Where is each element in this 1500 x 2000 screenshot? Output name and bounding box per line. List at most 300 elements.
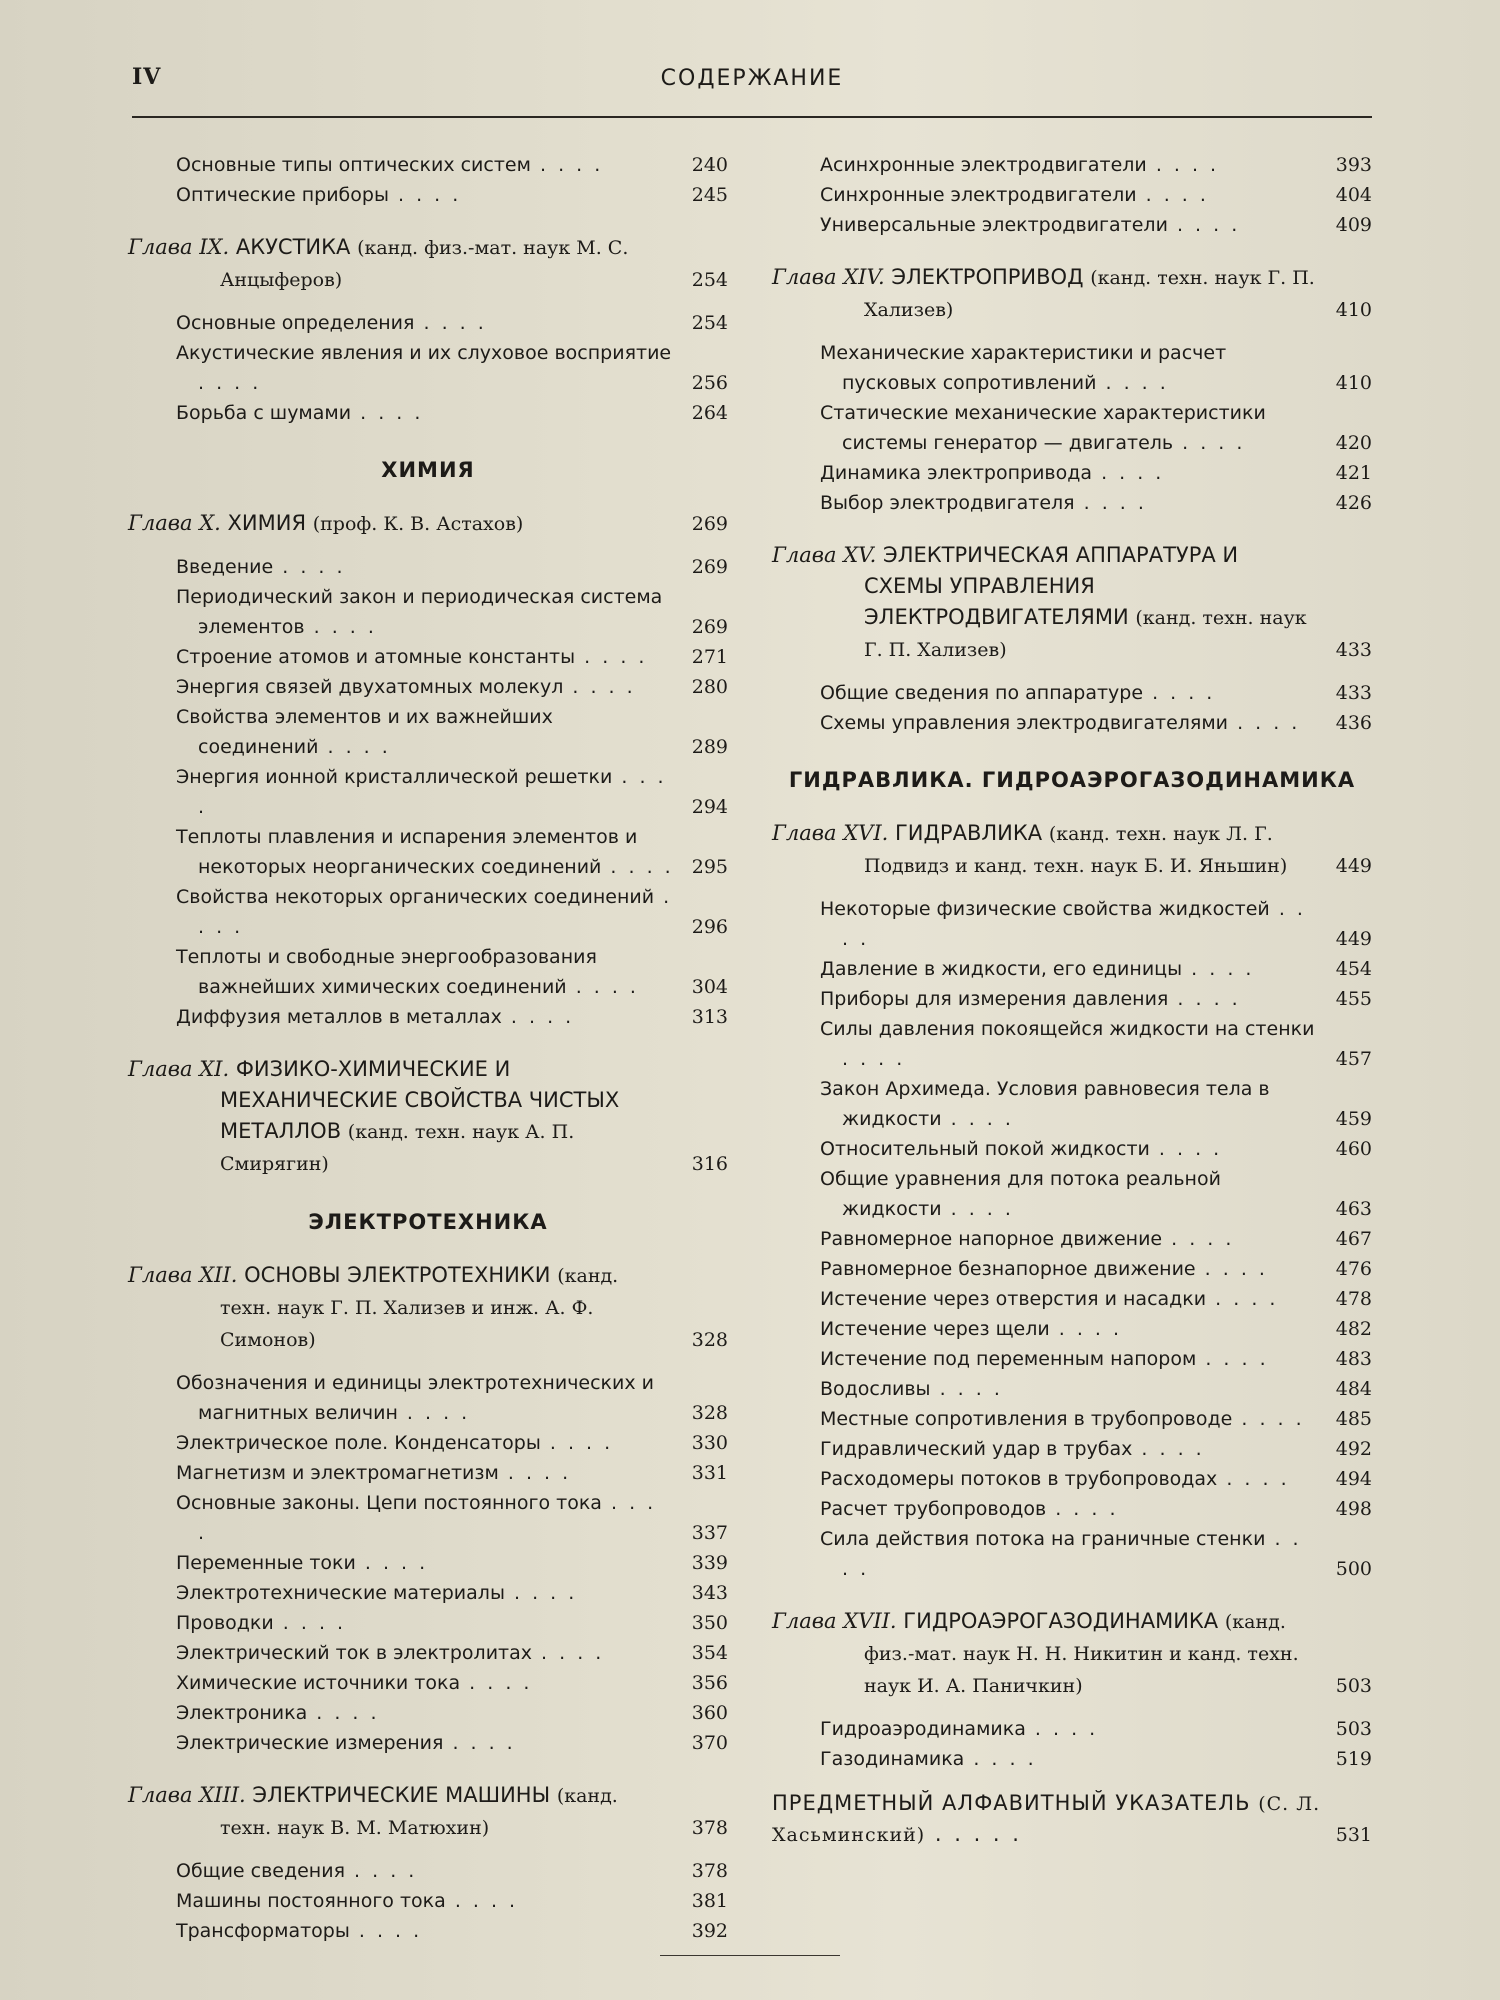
entry-page-number: 455 [1335,988,1372,1010]
entry-page-number: 245 [691,184,728,206]
leader-dots: . . . . [443,1732,516,1754]
entry-page-number: 494 [1335,1468,1372,1490]
leader-dots: . . . . [1173,432,1246,454]
entry-page-number: 331 [691,1462,728,1484]
entry-page-number: 269 [691,556,728,578]
leader-dots: . . . . [498,1462,572,1484]
toc-entry [128,642,728,672]
entry-page-number: 449 [1335,928,1372,950]
leader-dots: . . . . [397,1402,471,1424]
chapter-label: Глава IX. [128,235,230,259]
chapter-text [128,508,680,540]
entry-page-number: 436 [1335,712,1372,734]
chapter-page-number: 254 [691,269,728,291]
toc-entry [772,150,1372,180]
chapter-page-number: 433 [1335,639,1372,661]
chapter-label: Глава XIV. [772,265,885,289]
entry-page-number: 500 [1335,1558,1372,1580]
toc-entry [772,1744,1372,1774]
toc-entry [772,210,1372,240]
toc-entry [772,398,1372,458]
leader-dots: . . . . [1182,958,1255,980]
entry-page-number: 460 [1335,1138,1372,1160]
entry-page-number: 482 [1335,1318,1372,1340]
toc-entry-text [176,150,680,180]
toc-entry [772,1014,1372,1074]
toc-entry [772,1224,1372,1254]
entry-title: Переменные токи [176,1552,356,1574]
toc-entry [772,678,1372,708]
entry-page-number: 433 [1335,682,1372,704]
leader-dots: . . . . [563,676,636,698]
toc-entry [772,1714,1372,1744]
entry-page-number: 370 [691,1732,728,1754]
toc-entry-text [176,1458,680,1488]
chapter-author: (проф. К. В. Астахов) [312,513,524,535]
chapter-row [128,1054,728,1180]
entry-title: Динамика электропривода [820,462,1093,484]
entry-page-number: 478 [1335,1288,1372,1310]
chapter-text [772,262,1324,326]
leader-dots: . . . . [460,1672,533,1694]
toc-entry [772,180,1372,210]
toc-entry [128,552,728,582]
chapter-text [128,1780,680,1844]
toc-left-column [128,150,728,1946]
leader-dots: . . . . [1146,154,1220,176]
leader-dots: . . . . [388,184,462,206]
leader-dots: . . . . [307,1702,380,1724]
toc-entry [128,1638,728,1668]
chapter-text [772,818,1324,882]
leader-dots: . . . . [842,1048,906,1070]
toc-entry [772,1434,1372,1464]
entry-title: Некоторые физические свойства жидкостей [820,898,1270,920]
toc-entry-text [820,1284,1324,1314]
leader-dots: . . . . [504,1582,578,1604]
toc-entry-text [820,398,1324,458]
toc-entry-text [176,180,680,210]
toc-entry [772,1404,1372,1434]
chapter-row [772,1606,1372,1702]
leader-dots: . . . . [304,616,377,638]
entry-page-number: 254 [691,312,728,334]
entry-title: Газодинамика [820,1748,965,1770]
toc-entry [128,1668,728,1698]
leader-dots: . . . . [349,1920,423,1942]
chapter-text [128,1260,680,1356]
header-rule [132,116,1372,118]
toc-entry-text [820,210,1324,240]
chapter-entry [772,818,1372,882]
chapter-row [128,1780,728,1844]
chapter-label: Глава XI. [128,1057,230,1081]
chapter-label: Глава XVI. [772,821,889,845]
entry-page-number: 280 [691,676,728,698]
leader-dots: . . . . [1049,1318,1123,1340]
entry-page-number: 264 [691,402,728,424]
toc-entry-text [820,1344,1324,1374]
toc-entry [128,150,728,180]
entry-title: Основные типы оптических систем [176,154,531,176]
entry-title: Статические механические характеристики системы генератор — двигатель [820,402,1266,454]
entry-page-number: 476 [1335,1258,1372,1280]
entry-title: Общие сведения [176,1860,346,1882]
toc-entry [128,1856,728,1886]
entry-title: Относительный покой жидкости [820,1138,1150,1160]
toc-entry-text [176,1668,680,1698]
chapter-row [772,540,1372,666]
chapter-title: ЭЛЕКТРИЧЕСКИЕ МАШИНЫ [252,1783,551,1807]
chapter-author: (канд. техн. наук А. П. Смирягин) [220,1121,575,1175]
entry-title: Теплоты и свободные энергообразования важнейших химических соединений [176,946,597,998]
entry-title: Оптические приборы [176,184,389,206]
entry-title: Расходомеры потоков в трубопроводах [820,1468,1218,1490]
leader-dots: . . . . [930,1378,1003,1400]
entry-title: Магнетизм и электромагнетизм [176,1462,499,1484]
toc-entry-text [820,1014,1324,1074]
toc-entry-text [820,458,1324,488]
entry-title: Асинхронные электродвигатели [820,154,1147,176]
entry-title: Теплоты плавления и испарения элементов и некоторых неорганических соединений [176,826,638,878]
footer-rule [660,1955,840,1956]
toc-entry-text [820,488,1324,518]
toc-entry [772,458,1372,488]
entry-title: Проводки [176,1612,274,1634]
chapter-label: Глава XIII. [128,1783,246,1807]
entry-page-number: 378 [691,1860,728,1882]
entry-page-number: 463 [1335,1198,1372,1220]
entry-title: Свойства элементов и их важнейших соединений [176,706,553,758]
toc-entry-text [820,1494,1324,1524]
chapter-label: Глава XII. [128,1263,238,1287]
entry-title: Энергия ионной кристаллической решетки [176,766,613,788]
toc-entry [128,338,728,398]
toc-entry [772,338,1372,398]
leader-dots: . . . . [530,154,604,176]
entry-title: Трансформаторы [176,1920,350,1942]
entry-page-number: 519 [1335,1748,1372,1770]
toc-entry-text [176,1728,680,1758]
leader-dots: . . . . [198,1492,657,1544]
chapter-entry [128,508,728,540]
toc-entry-text [820,1374,1324,1404]
entry-title: Акустические явления и их слуховое восприятие [176,342,672,364]
toc-entry [772,1494,1372,1524]
chapter-entry [128,232,728,296]
chapter-page-number: 410 [1335,299,1372,321]
toc-entry [128,1886,728,1916]
entry-title: Схемы управления электродвигателями [820,712,1229,734]
toc-entry [128,942,728,1002]
chapter-row [128,1260,728,1356]
entry-page-number: 269 [691,616,728,638]
toc-entry-text [176,1428,680,1458]
index-author: (С. Л. Хасьминский) [772,1793,1321,1846]
toc-entry-text [820,1164,1324,1224]
leader-dots: . . . . [501,1006,575,1028]
toc-entry [772,1524,1372,1584]
entry-page-number: 337 [691,1522,728,1544]
leader-dots: . . . . [1196,1348,1269,1370]
toc-entry [772,488,1372,518]
chapter-label: Глава XVII. [772,1609,897,1633]
running-title: СОДЕРЖАНИЕ [660,66,844,91]
entry-title: Общие сведения по аппаратуре [820,682,1144,704]
toc-entry [128,398,728,428]
toc-entry [772,984,1372,1014]
entry-page-number: 294 [691,796,728,818]
entry-title: Электротехнические материалы [176,1582,505,1604]
toc-entry-text [820,338,1324,398]
entry-page-number: 296 [691,916,728,938]
toc-entry-text [820,150,1324,180]
entry-title: Основные законы. Цепи постоянного тока [176,1492,602,1514]
entry-title: Механические характеристики и расчет пусковых сопротивлений [820,342,1227,394]
entry-page-number: 256 [691,372,728,394]
leader-dots: . . . . [941,1108,1014,1130]
entry-title: Общие уравнения для потока реальной жидкости [820,1168,1221,1220]
toc-entry-text [176,1698,680,1728]
leader-dots: . . . . [318,736,391,758]
chapter-entry [128,1260,728,1356]
chapter-title: ГИДРАВЛИКА [895,821,1043,845]
toc-entry-text [176,882,680,942]
leader-dots: . . . . [351,402,424,424]
chapter-author: (канд. техн. наук Г. П. Хализев и инж. А. Ф. Симонов) [220,1265,619,1351]
leader-dots: . . . . [1136,184,1209,206]
entry-page-number: 295 [691,856,728,878]
entry-page-number: 354 [691,1642,728,1664]
chapter-author: (канд. техн. наук Л. Г. Подвидз и канд. техн. наук Б. И. Яньшин) [864,823,1288,877]
entry-page-number: 503 [1335,1718,1372,1740]
toc-entry [772,894,1372,954]
toc-entry [128,672,728,702]
leader-dots: . . . . [964,1748,1037,1770]
chapter-author: (канд. техн. наук Г. П. Хализев) [864,267,1315,321]
toc-entry-text [176,1578,680,1608]
chapter-page-number: 503 [1335,1675,1372,1697]
toc-entry [128,308,728,338]
entry-title: Равномерное безнапорное движение [820,1258,1196,1280]
toc-entry-text [176,1548,680,1578]
toc-entry [772,708,1372,738]
entry-page-number: 498 [1335,1498,1372,1520]
entry-page-number: 392 [691,1920,728,1942]
toc-entry [772,954,1372,984]
entry-page-number: 485 [1335,1408,1372,1430]
leader-dots: . . . . [273,556,346,578]
chapter-page-number: 316 [691,1153,728,1175]
toc-entry-text [176,822,680,882]
toc-entry-text [820,1404,1324,1434]
leader-dots: . . . . [1168,988,1241,1010]
entry-title: Гидроаэродинамика [820,1718,1026,1740]
toc-entry-text [176,582,680,642]
toc-entry [128,1608,728,1638]
leader-dots: . . . . [1149,1138,1223,1160]
entry-title: Электрическое поле. Конденсаторы [176,1432,541,1454]
leader-dots: . . . . [345,1860,418,1882]
entry-title: Местные сопротивления в трубопроводе [820,1408,1233,1430]
entry-title: Силы давления покоящейся жидкости на стенки [820,1018,1315,1040]
toc-entry [128,180,728,210]
entry-title: Периодический закон и периодическая система элементов [176,586,663,638]
entry-title: Машины постоянного тока [176,1890,446,1912]
section-heading: ЭЛЕКТРОТЕХНИКА [308,1210,548,1234]
toc-entry-text [820,1744,1324,1774]
entry-page-number: 457 [1335,1048,1372,1070]
entry-title: Синхронные электродвигатели [820,184,1137,206]
entry-page-number: 343 [691,1582,728,1604]
leader-dots: . . . . [532,1642,605,1664]
page-header [132,62,1372,102]
chapter-entry [128,1780,728,1844]
index-page-number: 531 [1335,1824,1372,1846]
leader-dots: . . . . [1074,492,1147,514]
entry-page-number: 360 [691,1702,728,1724]
toc-entry-text [820,678,1324,708]
chapter-text [128,1054,680,1180]
toc-entry-text [176,552,680,582]
toc-entry [128,822,728,882]
index-entry [772,1788,1372,1850]
entry-title: Истечение под переменным напором [820,1348,1197,1370]
toc-entry-text [176,1368,680,1428]
entry-page-number: 467 [1335,1228,1372,1250]
chapter-title: АКУСТИКА [235,235,351,259]
toc-entry [772,1464,1372,1494]
entry-page-number: 421 [1335,462,1372,484]
entry-title: Равномерное напорное движение [820,1228,1163,1250]
toc-entry-text [176,1916,680,1946]
toc-entry-text [820,1714,1324,1744]
toc-entry [128,882,728,942]
leader-dots: . . . . [1228,712,1301,734]
section-heading: ГИДРАВЛИКА. ГИДРОАЭРОГАЗОДИНАМИКА [788,768,1356,792]
entry-title: Основные определения [176,312,415,334]
chapter-author: (канд. техн. наук Г. П. Хализев) [864,607,1307,661]
chapter-label: Глава X. [128,511,221,535]
entry-title: Истечение через щели [820,1318,1050,1340]
entry-page-number: 420 [1335,432,1372,454]
leader-dots: . . . . [1217,1468,1290,1490]
leader-dots: . . . . [1143,682,1216,704]
entry-title: Расчет трубопроводов [820,1498,1047,1520]
entry-page-number: 356 [691,1672,728,1694]
chapter-text [128,232,680,296]
entry-page-number: 313 [691,1006,728,1028]
toc-entry-text [176,398,680,428]
leader-dots: . . . . [1092,462,1165,484]
entry-title: Приборы для измерения давления [820,988,1169,1010]
toc-entry [128,1728,728,1758]
index-entry-text [772,1788,1324,1850]
leader-dots: . . . . [575,646,648,668]
leader-dots: . . . . [1162,1228,1235,1250]
entry-title: Электрические измерения [176,1732,444,1754]
chapter-entry [772,1606,1372,1702]
chapter-title: ЭЛЕКТРОПРИВОД [891,265,1084,289]
entry-page-number: 304 [691,976,728,998]
entry-page-number: 410 [1335,372,1372,394]
toc-entry-text [820,984,1324,1014]
toc-entry-text [176,942,680,1002]
entry-title: Закон Архимеда. Условия равновесия тела в жидкости [820,1078,1270,1130]
page-number: IV [132,64,162,90]
toc-entry [772,1254,1372,1284]
entry-title: Истечение через отверстия и насадки [820,1288,1207,1310]
toc-entry-text [820,894,1324,954]
entry-title: Строение атомов и атомные константы [176,646,576,668]
toc-entry-text [176,672,680,702]
entry-page-number: 240 [691,154,728,176]
toc-entry-text [820,1134,1324,1164]
chapter-author: (канд. физ.-мат. наук М. С. Анцыферов) [220,237,629,291]
entry-page-number: 328 [691,1402,728,1424]
toc-entry-text [820,1224,1324,1254]
toc-entry [128,1578,728,1608]
chapter-title: ОСНОВЫ ЭЛЕКТРОТЕХНИКИ [244,1263,551,1287]
toc-entry-text [820,1314,1324,1344]
toc-entry-text [176,642,680,672]
chapter-row [128,232,728,296]
toc-entry-text [176,1886,680,1916]
toc-entry-text [820,1254,1324,1284]
chapter-entry [772,540,1372,666]
entry-page-number: 350 [691,1612,728,1634]
entry-title: Сила действия потока на граничные стенки [820,1528,1266,1550]
toc-entry [772,1284,1372,1314]
toc-entry [128,702,728,762]
chapter-title: ФИЗИКО-ХИМИЧЕСКИЕ И МЕХАНИЧЕСКИЕ СВОЙСТВА ЧИСТЫХ МЕТАЛЛОВ [220,1057,620,1143]
leader-dots: . . . . [198,372,262,394]
entry-page-number: 484 [1335,1378,1372,1400]
entry-page-number: 381 [691,1890,728,1912]
leader-dots: . . . . [1096,372,1169,394]
entry-title: Энергия связей двухатомных молекул [176,676,564,698]
toc-entry-text [820,954,1324,984]
toc-entry-text [176,338,680,398]
entry-title: Выбор электродвигателя [820,492,1075,514]
chapter-entry [772,262,1372,326]
toc-entry [128,1368,728,1428]
toc-entry [772,1134,1372,1164]
entry-page-number: 409 [1335,214,1372,236]
leader-dots: . . . . [1232,1408,1305,1430]
chapter-page-number: 269 [691,513,728,535]
chapter-label: Глава XV. [772,543,877,567]
toc-entry-text [176,762,680,822]
chapter-row [128,508,728,540]
leader-dots: . . . . [1132,1438,1205,1460]
index-title: ПРЕДМЕТНЫЙ АЛФАВИТНЫЙ УКАЗАТЕЛЬ [772,1791,1251,1815]
leader-dots: . . . . [566,976,639,998]
entry-page-number: 426 [1335,492,1372,514]
chapter-author: (канд. техн. наук В. М. Матюхин) [220,1785,618,1839]
leader-dots: . . . . [1025,1718,1099,1740]
leader-dots: . . . . [198,766,667,818]
toc-entry-text [176,1002,680,1032]
entry-title: Давление в жидкости, его единицы [820,958,1183,980]
chapter-page-number: 378 [691,1817,728,1839]
toc-entry-text [820,1074,1324,1134]
toc-entry [772,1374,1372,1404]
leader-dots: . . . . [355,1552,429,1574]
leader-dots: . . . . [1195,1258,1268,1280]
leader-dots: . . . . [198,886,673,938]
toc-entry-text [176,702,680,762]
